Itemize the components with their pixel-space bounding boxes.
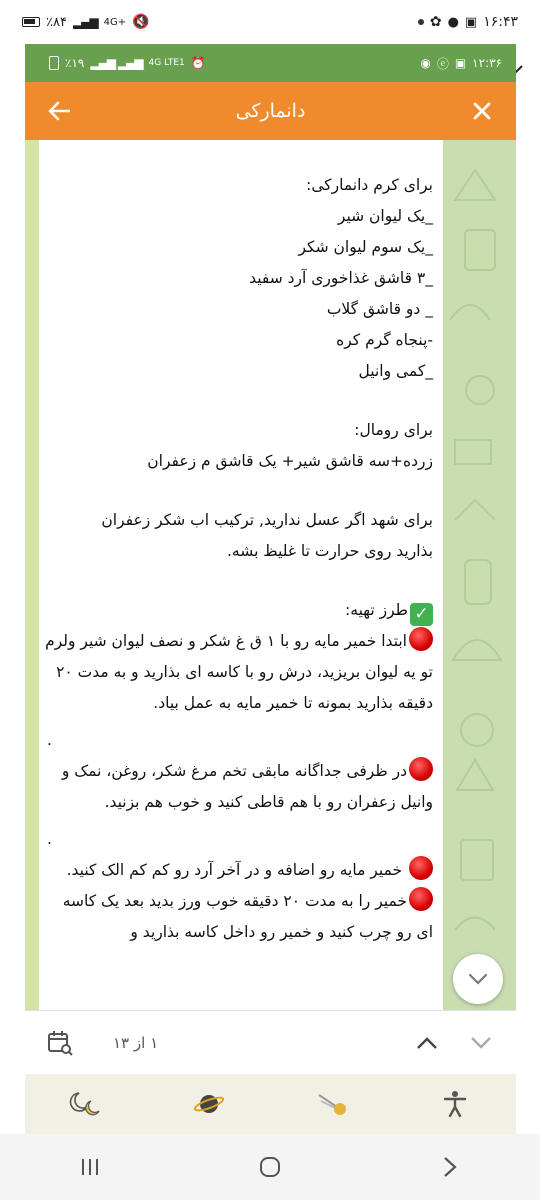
red-circle-icon <box>409 856 433 880</box>
previous-result-button[interactable] <box>410 1026 444 1060</box>
message-line: برای رومال: <box>354 421 433 439</box>
accessibility-icon[interactable] <box>435 1084 475 1124</box>
separator-dot: . <box>47 731 52 749</box>
battery-icon <box>49 56 59 70</box>
chevron-down-icon <box>468 973 488 985</box>
moon-icon[interactable] <box>66 1084 106 1124</box>
message-line: _۳ قاشق غذاخوری آرد سفید <box>249 269 433 287</box>
next-result-button[interactable] <box>464 1026 498 1060</box>
device-status-bar <box>0 0 540 44</box>
separator-dot: . <box>47 830 52 848</box>
app-screenshot-frame <box>25 44 516 1134</box>
bottom-toolbar <box>25 1074 516 1134</box>
message-line: -پنجاه گرم کره <box>336 331 433 349</box>
step-3-text: خمیر مایه رو اضافه و در آخر آرد رو کم کم الک کنید. <box>66 861 407 879</box>
battery-icon <box>22 17 40 27</box>
step-2-text: در ظرفی جداگانه مابقی تخم مرغ شکر، روغن، نمک و وانیل زعفران رو با هم قاطی کنید و خوب هم بزنید. <box>61 762 433 811</box>
battery-level: ٪۸۴ <box>46 14 67 30</box>
step-1-text: ابتدا خمیر مایه رو با ۱ ق غ شکر و نصف لیوان شیر ولرم تو یه لیوان بریزید، درش رو با کاسه ای بذارید و به مدت ۲۰ دقیقه بذارید بمونه تا خمیر مایه به عمل بیاد. <box>45 632 433 712</box>
browser-icon: ⓔ <box>436 56 449 71</box>
device-time: ۱۶:۴۳ <box>483 14 518 30</box>
scroll-down-button[interactable] <box>453 954 503 1004</box>
recents-icon <box>79 1157 101 1177</box>
chevron-right-icon <box>443 1156 457 1178</box>
step-4 <box>43 886 433 948</box>
message-line: _یک سوم لیوان شکر <box>298 238 433 256</box>
inner-battery-level: ٪۱۹ <box>65 56 85 70</box>
chevron-up-icon <box>416 1036 438 1050</box>
gallery-icon: ▣ <box>464 14 478 30</box>
message-line: برای شهد اگر عسل ندارید, ترکیب اب شکر زعفران <box>101 511 433 529</box>
message-line: برای کرم دانمارکی: <box>306 176 433 194</box>
recent-apps-button[interactable] <box>60 1142 120 1192</box>
signal-icon: ▂▄▆ ▂▄▆ <box>90 56 143 70</box>
step-1 <box>43 626 433 719</box>
red-circle-icon <box>409 887 433 911</box>
alarm-icon: ⏰ <box>190 56 206 70</box>
method-heading <box>43 595 433 626</box>
red-circle-icon <box>409 627 433 651</box>
message-line: _کمی وانیل <box>358 362 433 380</box>
close-icon[interactable] <box>464 93 500 129</box>
message-line: زرده+سه قاشق شیر+ یک قاشق م زعفران <box>147 452 433 470</box>
red-circle-icon <box>409 757 433 781</box>
method-title: طرز تهیه: <box>345 601 408 619</box>
system-navigation-bar <box>0 1134 540 1200</box>
page-title: دانمارکی <box>235 100 306 122</box>
sync-icon: ✿ <box>429 14 442 30</box>
home-button[interactable] <box>240 1142 300 1192</box>
chat-icon: ● <box>447 14 459 30</box>
message-line: _ دو قاشق گلاب <box>326 300 433 318</box>
check-mark-icon: ✓ <box>410 603 433 626</box>
message-text <box>43 170 433 948</box>
message-line: بذارید روی حرارت تا غلیظ بشه. <box>227 542 433 560</box>
message-line: _یک لیوان شیر <box>337 207 433 225</box>
network-type: 4G+ <box>103 16 127 28</box>
step-4-text: خمیر را به مدت ۲۰ دقیقه خوب ورز بدید بعد یک کاسه ای رو چرب کنید و خمیر رو داخل کاسه بذارید و <box>62 892 433 941</box>
message-bubble <box>39 140 443 1065</box>
comet-icon[interactable] <box>312 1084 352 1124</box>
signal-icon: ▂▄▆ <box>72 15 98 29</box>
chevron-down-icon <box>470 1036 492 1050</box>
back-button[interactable] <box>420 1142 480 1192</box>
chrome-icon: ◉ <box>420 56 431 70</box>
inner-network-type: 4G LTE1 <box>148 58 185 68</box>
planet-icon[interactable] <box>189 1084 229 1124</box>
app-bar <box>25 82 516 140</box>
inner-status-bar <box>25 44 516 82</box>
calendar-search-icon[interactable] <box>43 1026 77 1060</box>
search-results-bar <box>25 1010 516 1074</box>
step-2 <box>43 756 433 818</box>
back-arrow-icon[interactable] <box>41 93 77 129</box>
inner-time: ۱۲:۳۶ <box>472 56 502 70</box>
step-3 <box>43 855 433 886</box>
mute-icon: 🔇 <box>132 14 150 30</box>
search-page-count: ۱ از ۱۳ <box>113 1033 159 1052</box>
notification-dot-icon <box>418 19 424 25</box>
home-icon <box>258 1155 282 1179</box>
gallery-icon: ▣ <box>454 56 467 70</box>
